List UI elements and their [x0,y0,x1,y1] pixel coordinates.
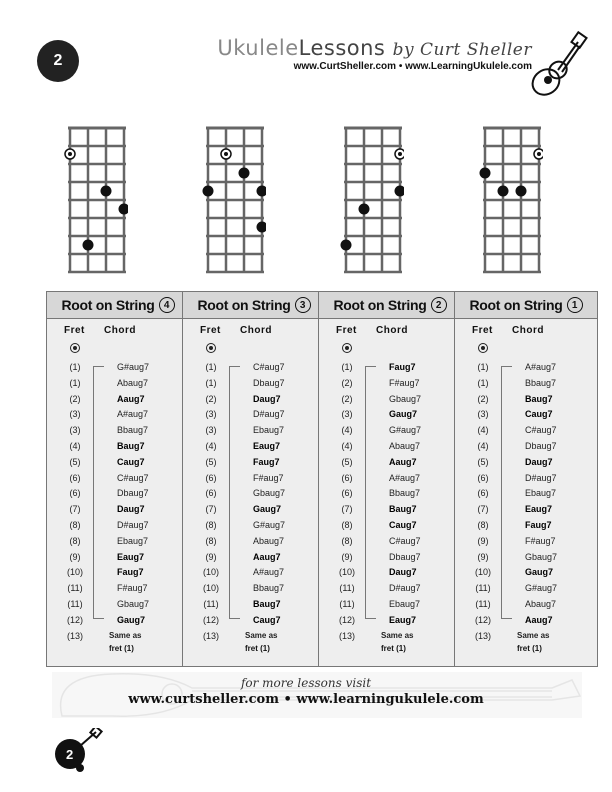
fret-value: (6) [205,472,217,483]
table-row [319,456,461,472]
chord-diagram [202,120,266,280]
table-row [183,487,325,503]
fret-value: (2) [69,393,81,404]
fret-value: (6) [205,488,217,499]
chord-name: Aaug7 [389,456,417,467]
fret-value: (7) [477,504,489,515]
same-as-fret-note: fret (1) [381,644,406,653]
table-row [455,535,597,551]
table-row [319,551,461,567]
panel-title [455,292,597,319]
table-row [183,393,325,409]
table-row [319,519,461,535]
table-row [183,614,325,630]
fret-value: (6) [477,472,489,483]
chord-name: Gaug7 [389,409,418,420]
ukulele-logo-icon [528,30,588,100]
finger-dot [119,204,129,215]
table-row [183,503,325,519]
fret-value: (5) [477,456,489,467]
chord-name: Aaug7 [117,393,145,404]
fret-value: (3) [205,409,217,420]
fret-value: (11) [339,598,355,609]
chord-name: C#aug7 [253,362,285,372]
brand-urls: www.CurtSheller.com • www.LearningUkulele.com [293,61,532,72]
chord-name: Caug7 [525,409,553,420]
fret-value: (2) [341,377,353,388]
fret-value: (8) [477,519,489,530]
finger-dot [83,240,94,251]
fret-value: (13) [66,630,83,641]
chord-table [454,291,598,667]
fret-value: (11) [475,598,491,609]
chord-name: Abaug7 [117,377,149,388]
table-row [47,582,189,598]
fret-value: (8) [341,535,353,546]
fret-value: (11) [339,583,355,594]
chord-name: Faug7 [525,519,552,530]
finger-dot [101,186,112,197]
table-row [183,424,325,440]
page-number-badge [37,40,79,82]
panel-title-text: Root on String [61,297,155,313]
chord-name: F#aug7 [389,377,420,388]
chord-name: A#aug7 [253,567,285,578]
chord-name: F#aug7 [525,535,556,546]
chord-name: Bbaug7 [389,488,421,499]
fret-value: (8) [205,535,217,546]
table-row [319,408,461,424]
chord-name: C#aug7 [525,425,557,436]
string-number: 4 [159,297,175,313]
fret-header: Fret [472,325,493,336]
chord-name: Caug7 [117,456,145,467]
table-row [47,472,189,488]
fret-value: (11) [67,598,83,609]
chord-table [46,291,190,667]
panel-title-text: Root on String [333,297,427,313]
finger-dot [257,222,267,233]
fret-value: (9) [477,535,489,546]
fret-value: (2) [205,393,217,404]
fret-value: (12) [66,614,83,625]
table-row [47,440,189,456]
string-number: 2 [431,297,447,313]
chord-name: Baug7 [117,440,145,451]
fret-value: (13) [338,630,355,641]
brand-title [217,36,532,60]
chord-name: Ebaug7 [253,425,285,436]
chord-diagram [340,120,404,280]
fret-value: (12) [338,614,355,625]
fret-value: (11) [475,583,491,594]
table-row [455,377,597,393]
table-row [455,361,597,377]
table-row [47,377,189,393]
table-row [455,393,597,409]
chord-name: Bbaug7 [117,425,149,436]
fret-value: (10) [338,567,355,578]
fret-value: (4) [69,440,81,451]
chord-name: Baug7 [253,598,281,609]
chord-name: Faug7 [117,567,144,578]
table-row [319,377,461,393]
fret-value: (8) [205,519,217,530]
fret-value: (5) [69,456,81,467]
fret-value: (9) [341,551,353,562]
panel-title [47,292,189,319]
table-row [183,598,325,614]
fret-value: (13) [202,630,219,641]
table-row [183,566,325,582]
table-row [455,440,597,456]
chord-header: Chord [512,325,544,336]
chord-header: Chord [240,325,272,336]
chord-name: Eaug7 [253,440,281,451]
chord-name: Eaug7 [117,551,145,562]
fret-value: (8) [69,535,81,546]
chord-name: Dbaug7 [253,377,285,388]
fret-value: (1) [477,362,489,372]
chord-name: Dbaug7 [117,488,149,499]
chord-name: Abaug7 [525,598,557,609]
finger-dot [480,168,491,179]
table-row [47,598,189,614]
fret-value: (6) [69,488,81,499]
root-symbol-icon [70,343,80,353]
table-row [47,424,189,440]
chord-name: Gbaug7 [389,393,422,404]
table-row [319,487,461,503]
brand-part1: Ukulele [217,36,299,60]
root-marker-center [68,152,72,156]
table-row [47,456,189,472]
fret-header: Fret [64,325,85,336]
fret-value: (7) [69,504,81,515]
chord-name: Aaug7 [253,551,281,562]
table-row [47,535,189,551]
chord-name: Abaug7 [389,440,421,451]
fret-value: (4) [341,440,353,451]
fret-value: (6) [341,472,353,483]
fret-value: (4) [341,425,353,436]
chord-name: Faug7 [253,456,280,467]
root-marker-center [537,152,541,156]
root-marker-center [224,152,228,156]
fret-value: (4) [205,440,217,451]
table-row [319,566,461,582]
table-row [183,440,325,456]
chord-name: Same as [517,630,550,640]
chord-name: Daug7 [389,567,417,578]
table-row [47,361,189,377]
fret-value: (11) [203,598,219,609]
table-row [183,551,325,567]
panel-title-text: Root on String [469,297,563,313]
fret-value: (2) [341,393,353,404]
chord-name: Same as [109,630,142,640]
finger-dot [239,168,250,179]
fret-value: (9) [477,551,489,562]
fret-value: (4) [477,440,489,451]
table-row [183,472,325,488]
table-row [319,598,461,614]
chord-name: Daug7 [253,393,281,404]
chord-name: G#aug7 [525,583,558,594]
chord-name: Ebaug7 [525,488,557,499]
chord-name: G#aug7 [389,425,422,436]
fret-value: (10) [474,567,491,578]
fret-value: (13) [474,630,491,641]
finger-dot [359,204,370,215]
chord-name: Gbaug7 [253,488,286,499]
finger-dot [498,186,509,197]
table-row [319,472,461,488]
root-marker-center [398,152,402,156]
table-row [183,519,325,535]
fret-value: (2) [477,393,489,404]
fret-value: (5) [205,456,217,467]
chord-name: Bbaug7 [253,583,285,594]
fret-value: (5) [341,456,353,467]
table-row [319,424,461,440]
chord-name: Gaug7 [525,567,554,578]
table-row [455,408,597,424]
chord-table [318,291,462,667]
finger-dot [516,186,527,197]
table-row [183,630,325,646]
table-row [47,566,189,582]
fret-value: (8) [69,519,81,530]
chord-name: A#aug7 [117,409,149,420]
chord-name: G#aug7 [253,519,286,530]
chord-name: Gaug7 [253,504,282,515]
table-row [455,582,597,598]
brand-part2: Lessons [298,36,386,60]
fret-value: (12) [202,614,219,625]
chord-name: Gbaug7 [525,551,558,562]
table-row [319,361,461,377]
chord-name: F#aug7 [253,472,284,483]
chord-header: Chord [104,325,136,336]
table-row [455,519,597,535]
chord-name: Caug7 [253,614,281,625]
chord-name: Gaug7 [117,614,146,625]
table-row [319,630,461,646]
chord-name: Faug7 [389,362,416,372]
corner-ukulele-badge-icon [54,728,104,776]
table-row [47,487,189,503]
fret-value: (9) [205,551,217,562]
finger-dot [257,186,267,197]
fret-value: (8) [341,519,353,530]
table-row [183,535,325,551]
table-row [455,472,597,488]
table-row [183,361,325,377]
fret-value: (6) [341,488,353,499]
fret-value: (10) [202,567,219,578]
chord-name: G#aug7 [117,362,150,372]
fret-value: (7) [205,504,217,515]
chord-name: Eaug7 [389,614,417,625]
fret-value: (6) [477,488,489,499]
chord-name: Ebaug7 [117,535,149,546]
fret-value: (1) [205,377,217,388]
chord-name: D#aug7 [389,583,421,594]
table-row [183,408,325,424]
chord-rows [319,361,461,645]
chord-name: Same as [245,630,278,640]
fret-header: Fret [336,325,357,336]
string-number: 1 [567,297,583,313]
table-row [319,614,461,630]
chord-name: D#aug7 [253,409,285,420]
panel-title [183,292,325,319]
chord-name: Daug7 [525,456,553,467]
chord-name: D#aug7 [117,519,149,530]
fret-value: (6) [69,472,81,483]
table-row [319,582,461,598]
chord-name: Gbaug7 [117,598,150,609]
fret-value: (1) [477,377,489,388]
table-row [455,503,597,519]
chord-name: Same as [381,630,414,640]
chord-name: C#aug7 [389,535,421,546]
chord-name: A#aug7 [389,472,421,483]
table-row [455,551,597,567]
chord-name: Baug7 [389,504,417,515]
chord-name: Aaug7 [525,614,553,625]
table-row [319,440,461,456]
table-row [319,535,461,551]
table-row [455,630,597,646]
table-row [47,408,189,424]
root-symbol-icon [478,343,488,353]
chord-name: C#aug7 [117,472,149,483]
fret-value: (3) [69,425,81,436]
brand-by: by Curt Sheller [392,40,532,60]
same-as-fret-note: fret (1) [517,644,542,653]
fret-value: (3) [477,409,489,420]
table-row [319,503,461,519]
corner-page-number: 2 [66,747,74,762]
chord-header: Chord [376,325,408,336]
panel-title-text: Root on String [197,297,291,313]
table-row [47,393,189,409]
string-number: 3 [295,297,311,313]
chord-rows [47,361,189,645]
chord-name: Daug7 [117,504,145,515]
chord-name: Abaug7 [253,535,285,546]
table-row [47,519,189,535]
chord-name: D#aug7 [525,472,557,483]
fret-value: (7) [341,504,353,515]
table-row [455,424,597,440]
table-row [47,614,189,630]
fret-value: (1) [341,362,353,372]
fret-value: (3) [341,409,353,420]
same-as-fret-note: fret (1) [109,644,134,653]
fret-value: (3) [69,409,81,420]
fret-value: (10) [202,583,219,594]
chord-diagram [479,120,543,280]
finger-dot [395,186,405,197]
table-row [455,614,597,630]
chord-rows [455,361,597,645]
chord-name: F#aug7 [117,583,148,594]
chord-name: Eaug7 [525,504,553,515]
chord-name: Dbaug7 [389,551,421,562]
table-row [455,456,597,472]
table-row [47,503,189,519]
root-symbol-icon [342,343,352,353]
finger-dot [203,186,214,197]
chord-name: Baug7 [525,393,553,404]
fret-value: (12) [474,614,491,625]
table-row [183,377,325,393]
table-row [455,598,597,614]
fret-value: (1) [69,362,81,372]
table-row [455,566,597,582]
brand-header [217,36,532,72]
chord-name: Bbaug7 [525,377,557,388]
page-number: 2 [53,52,63,69]
panel-title [319,292,461,319]
footer-tagline: for more lessons visit [240,676,372,690]
finger-dot [341,240,352,251]
root-symbol-icon [206,343,216,353]
fret-value: (4) [477,425,489,436]
footer-urls: www.curtsheller.com • www.learningukulele.com [128,692,484,707]
fret-value: (10) [66,567,83,578]
fret-value: (11) [67,583,83,594]
same-as-fret-note: fret (1) [245,644,270,653]
table-row [47,630,189,646]
chord-name: Ebaug7 [389,598,421,609]
table-row [319,393,461,409]
chord-table [182,291,326,667]
fret-value: (3) [205,425,217,436]
table-row [183,582,325,598]
fret-value: (1) [205,362,217,372]
chord-diagram [64,120,128,280]
table-row [455,487,597,503]
chord-name: Dbaug7 [525,440,557,451]
chord-name: A#aug7 [525,362,557,372]
fret-value: (9) [69,551,81,562]
fret-value: (1) [69,377,81,388]
fret-header: Fret [200,325,221,336]
table-row [183,456,325,472]
table-row [47,551,189,567]
chord-rows [183,361,325,645]
chord-name: Caug7 [389,519,417,530]
